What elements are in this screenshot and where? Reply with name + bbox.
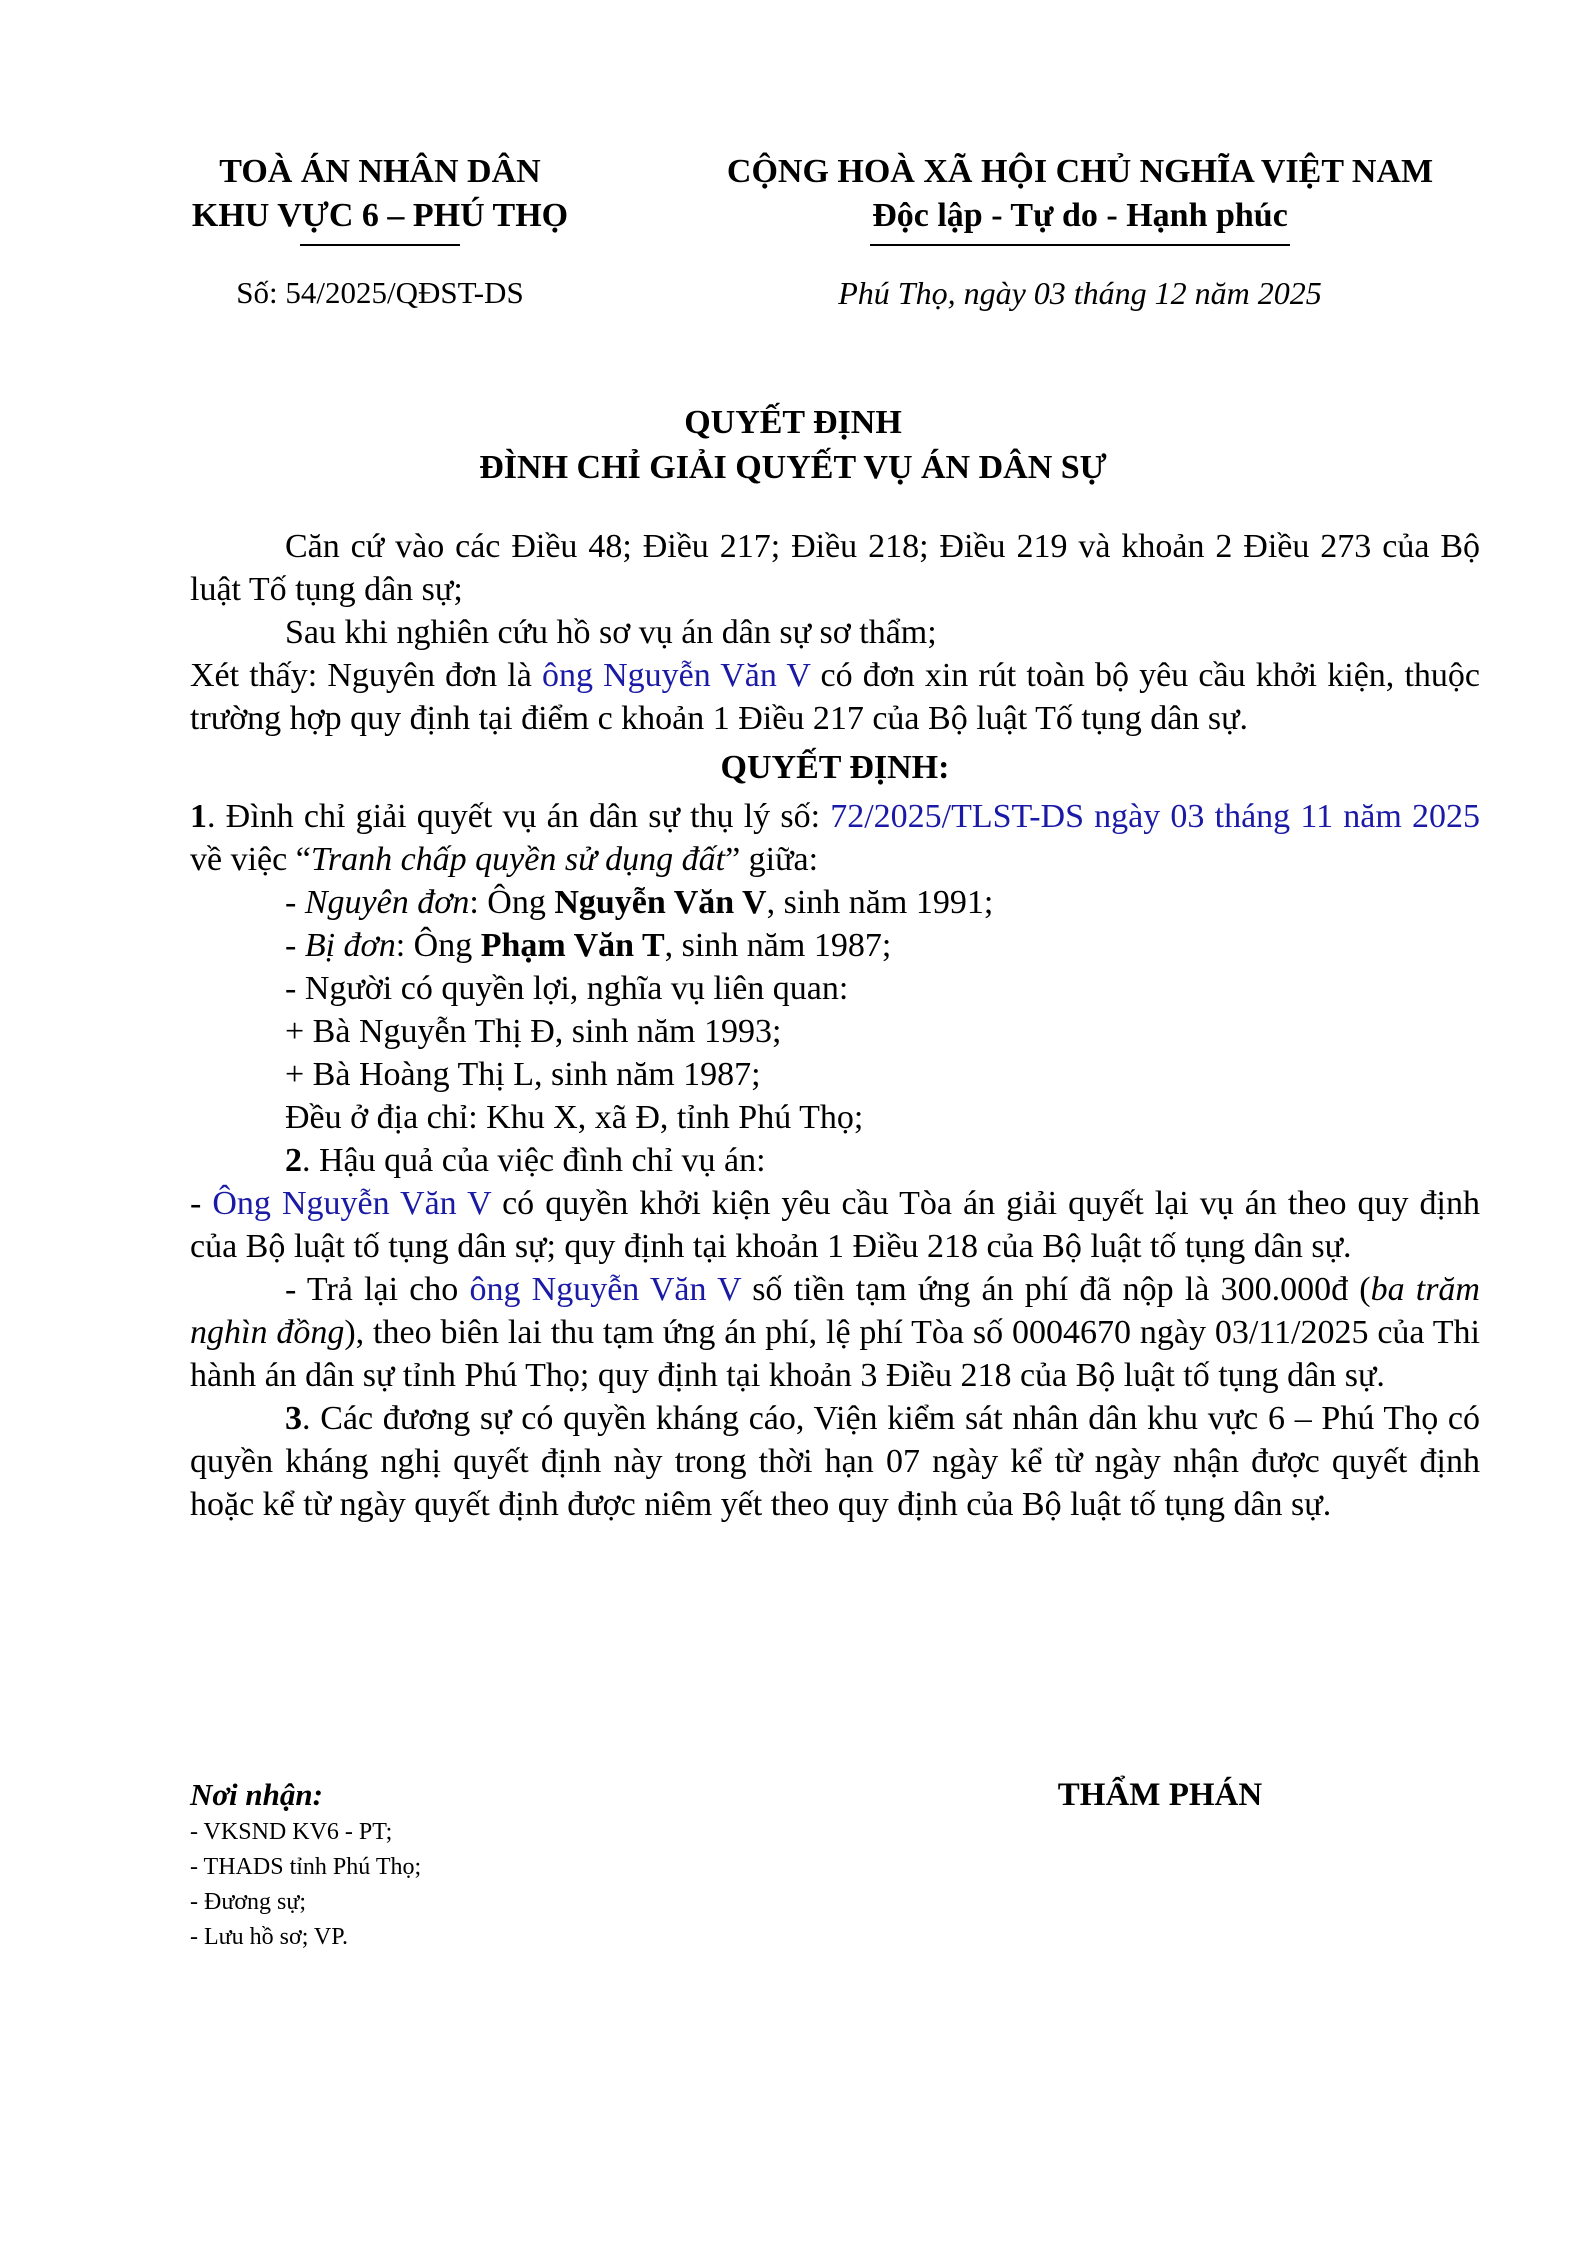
document-title — [0, 400, 1586, 490]
recipients-label: Nơi nhận: — [190, 1777, 323, 1812]
defendant-name: Phạm Văn T — [480, 927, 665, 964]
recipient-item: - Lưu hồ sơ; VP. — [190, 1924, 348, 1950]
decision-heading: QUYẾT ĐỊNH: — [720, 749, 950, 786]
consequence-1: - Ông Nguyễn Văn V có quyền khởi kiện yêu cầu Tòa án giải quyết lại vụ án theo quy định của Bộ luật tố tụng dân sự; quy định tại khoản 1 Điều 218 của Bộ luật tố tụng dân sự. — [190, 1185, 1480, 1265]
related-parties: - Người có quyền lợi, nghĩa vụ liên quan: — [285, 970, 849, 1007]
title-line1: QUYẾT ĐỊNH — [684, 404, 902, 441]
related-party-1: + Bà Nguyễn Thị Đ, sinh năm 1993; — [285, 1013, 782, 1050]
address-line: Đều ở địa chỉ: Khu X, xã Đ, tỉnh Phú Thọ; — [285, 1099, 864, 1136]
legal-basis: Căn cứ vào các Điều 48; Điều 217; Điều 218; Điều 219 và khoản 2 Điều 273 của Bộ luật Tố tụng dân sự; — [190, 528, 1480, 608]
plaintiff-name: Nguyễn Văn V — [554, 884, 767, 921]
recipient-item: - Đương sự; — [190, 1889, 307, 1915]
item-3: 3. Các đương sự có quyền kháng cáo, Viện kiểm sát nhân dân khu vực 6 – Phú Thọ có quyền kháng nghị quyết định này trong thời hạn 07 ngày kể từ ngày nhận được quyết định hoặc kể từ ngày quyết định được niêm yết theo quy định của Bộ luật tố tụng dân sự. — [190, 1400, 1480, 1523]
document-body — [190, 525, 1480, 1526]
case-reference: 72/2025/TLST-DS ngày 03 tháng 11 năm 2025 — [830, 798, 1480, 835]
related-party-2: + Bà Hoàng Thị L, sinh năm 1987; — [285, 1056, 761, 1093]
recipients-block — [190, 1775, 790, 1955]
document-date: Phú Thọ, ngày 03 tháng 12 năm 2025 — [838, 275, 1322, 311]
amount-in-words: ba trăm nghìn đồng — [190, 1271, 1480, 1351]
consequence-2: - Trả lại cho ông Nguyễn Văn V số tiền tạm ứng án phí đã nộp là 300.000đ (ba trăm nghìn đồng), theo biên lai thu tạm ứng án phí, lệ phí Tòa số 0004670 ngày 03/11/2025 của Thi hành án dân sự tỉnh Phú Thọ; quy định tại khoản 3 Điều 218 của Bộ luật tố tụng dân sự. — [190, 1271, 1480, 1394]
court-name-line1: TOÀ ÁN NHÂN DÂN — [219, 153, 541, 190]
national-header — [680, 150, 1480, 246]
recipient-item: - THADS tỉnh Phú Thọ; — [190, 1854, 422, 1880]
plaintiff-link-3: ông Nguyễn Văn V — [469, 1271, 742, 1308]
court-header — [150, 150, 610, 246]
title-line2: ĐÌNH CHỈ GIẢI QUYẾT VỤ ÁN DÂN SỰ — [479, 449, 1107, 486]
court-name-line2: KHU VỰC 6 – PHÚ THỌ — [191, 197, 569, 234]
country-name: CỘNG HOÀ XÃ HỘI CHỦ NGHĨA VIỆT NAM — [726, 153, 1434, 190]
plaintiff-link: ông Nguyễn Văn V — [541, 657, 811, 694]
consideration: Xét thấy: Nguyên đơn là ông Nguyễn Văn V có đơn xin rút toàn bộ yêu cầu khởi kiện, thuộc trường hợp quy định tại điểm c khoản 1 Điều 217 của Bộ luật Tố tụng dân sự. — [190, 657, 1480, 737]
recipient-item: - VKSND KV6 - PT; — [190, 1819, 393, 1845]
item-1: 1. Đình chỉ giải quyết vụ án dân sự thụ lý số: 72/2025/TLST-DS ngày 03 tháng 11 năm 2025 về việc “Tranh chấp quyền sử dụng đất” giữa: — [190, 798, 1480, 878]
document-number: Số: 54/2025/QĐST-DS — [236, 275, 524, 310]
national-motto: Độc lập - Tự do - Hạnh phúc — [872, 197, 1288, 234]
judge-signature-title: THẨM PHÁN — [1057, 1777, 1263, 1813]
defendant-line: - Bị đơn: Ông Phạm Văn T, sinh năm 1987; — [285, 927, 892, 964]
case-subject: Tranh chấp quyền sử dụng đất — [310, 841, 726, 878]
after-study: Sau khi nghiên cứu hồ sơ vụ án dân sự sơ thẩm; — [285, 614, 937, 651]
plaintiff-link-2: Ông Nguyễn Văn V — [212, 1185, 492, 1222]
court-divider — [300, 244, 460, 246]
plaintiff-line: - Nguyên đơn: Ông Nguyễn Văn V, sinh năm 1991; — [285, 884, 994, 921]
motto-divider — [870, 244, 1290, 246]
item-2: 2. Hậu quả của việc đình chỉ vụ án: — [285, 1142, 766, 1179]
